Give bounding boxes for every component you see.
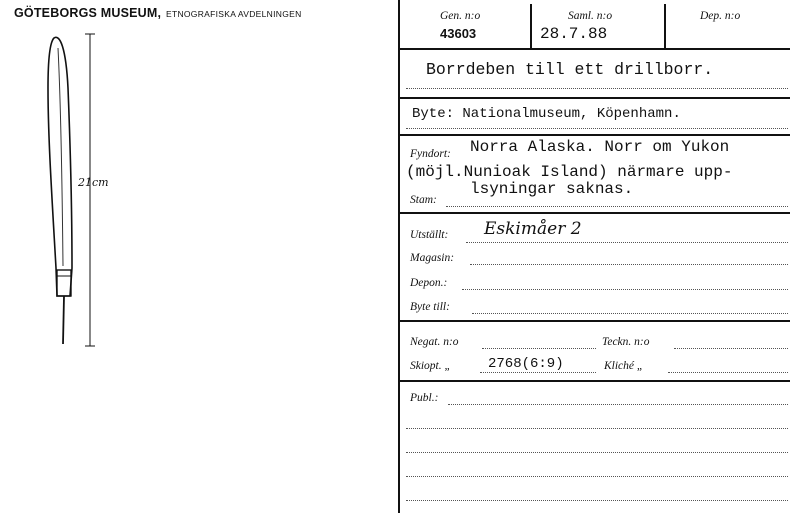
rule-5 xyxy=(398,320,790,322)
fyndort-line1: Norra Alaska. Norr om Yukon xyxy=(470,138,730,156)
header-divider-1 xyxy=(530,4,532,48)
utstallt-label: Utställt: xyxy=(410,229,449,241)
stam-dotline xyxy=(446,206,788,207)
title-dotline xyxy=(406,88,788,89)
gen-value: 43603 xyxy=(440,26,477,41)
kliche-dotline xyxy=(668,372,788,373)
saml-label: Saml. n:o xyxy=(568,10,613,22)
rule-1 xyxy=(398,48,790,50)
rule-6 xyxy=(398,380,790,382)
publ-dotline-3 xyxy=(406,452,788,453)
artifact-drawing xyxy=(30,28,130,358)
negat-label: Negat. n:o xyxy=(410,336,459,348)
rule-2 xyxy=(398,97,790,99)
drill-shaft-outline xyxy=(48,37,72,296)
object-title: Borrdeben till ett drillborr. xyxy=(426,60,714,79)
skiopt-label: Skiopt. „ xyxy=(410,360,451,372)
kliche-label: Kliché „ xyxy=(604,360,644,372)
measure-label: 21cm xyxy=(78,176,109,189)
fyndort-line3: lsyningar saknas. xyxy=(470,180,634,198)
byte-text: Byte: Nationalmuseum, Köpenhamn. xyxy=(412,106,681,122)
publ-dotline-1 xyxy=(448,404,788,405)
depon-dotline xyxy=(462,289,788,290)
byte-dotline xyxy=(406,128,788,129)
header-divider-2 xyxy=(664,4,666,48)
teckn-dotline xyxy=(674,348,788,349)
byte-till-label: Byte till: xyxy=(410,301,450,313)
utstallt-value: Eskimåer 2 xyxy=(484,219,582,239)
skiopt-value: 2768(6:9) xyxy=(488,356,564,372)
card-left-border xyxy=(398,0,400,513)
utstallt-dotline xyxy=(466,242,788,243)
rule-4 xyxy=(398,212,790,214)
museum-name: GÖTEBORGS MUSEUM, xyxy=(14,6,162,20)
stam-label: Stam: xyxy=(410,194,437,206)
magasin-dotline xyxy=(470,264,788,265)
fyndort-line2: (möjl.Nunioak Island) närmare upp- xyxy=(406,163,733,181)
magasin-label: Magasin: xyxy=(410,252,455,264)
publ-dotline-4 xyxy=(406,476,788,477)
fyndort-label: Fyndort: xyxy=(410,148,451,160)
skiopt-dotline xyxy=(480,372,596,373)
publ-dotline-5 xyxy=(406,500,788,501)
publ-dotline-2 xyxy=(406,428,788,429)
teckn-label: Teckn. n:o xyxy=(602,336,650,348)
drill-shaft-shading xyxy=(58,48,63,266)
drill-bit xyxy=(63,296,64,344)
saml-value: 28.7.88 xyxy=(540,25,608,43)
gen-label: Gen. n:o xyxy=(440,10,481,22)
dep-label: Dep. n:o xyxy=(700,10,741,22)
department-name: ETNOGRAFISKA AVDELNINGEN xyxy=(166,9,302,19)
depon-label: Depon.: xyxy=(410,277,448,289)
rule-3 xyxy=(398,134,790,136)
negat-dotline xyxy=(482,348,596,349)
publ-label: Publ.: xyxy=(410,392,439,404)
byte-till-dotline xyxy=(472,313,788,314)
drill-socket xyxy=(57,270,71,296)
